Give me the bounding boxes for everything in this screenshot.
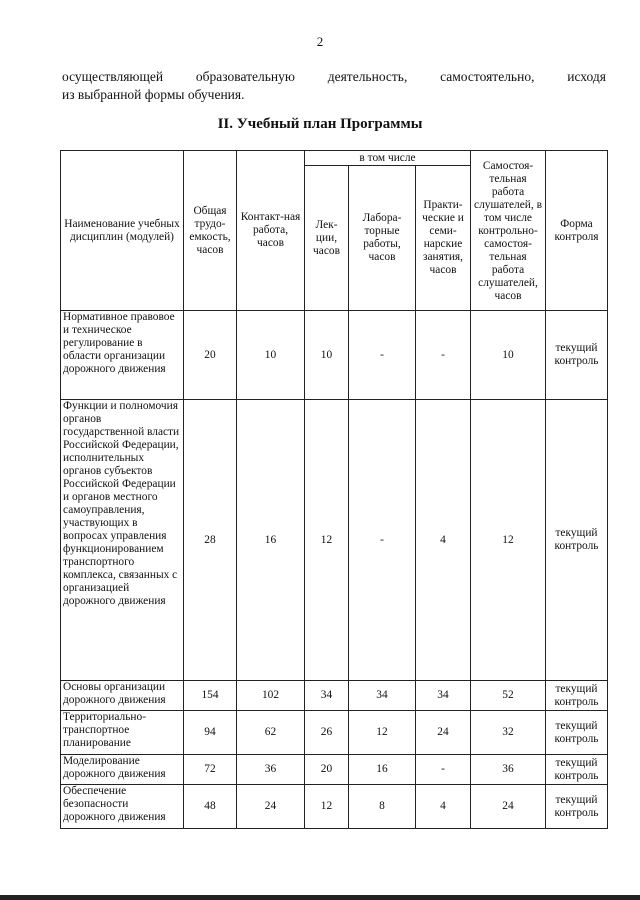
intro-word: исходя xyxy=(567,69,606,84)
intro-line-1 xyxy=(62,68,606,86)
cell-contact: 62 xyxy=(237,711,305,755)
cell-total: 48 xyxy=(184,785,237,829)
cell-practice: 4 xyxy=(416,400,471,681)
intro-line-2: из выбранной формы обучения. xyxy=(62,87,245,102)
header-name: Наименование учебных дисциплин (модулей) xyxy=(61,151,184,311)
cell-total: 72 xyxy=(184,755,237,785)
cell-control xyxy=(546,711,608,755)
cell-lectures: 26 xyxy=(305,711,349,755)
cell-self-study: 10 xyxy=(471,311,546,400)
table-row xyxy=(61,400,608,681)
cell-labs: 12 xyxy=(349,711,416,755)
header-lectures: Лек-ции, часов xyxy=(305,166,349,311)
cell-contact: 102 xyxy=(237,681,305,711)
cell-labs: 34 xyxy=(349,681,416,711)
cell-labs: - xyxy=(349,400,416,681)
cell-self-study: 12 xyxy=(471,400,546,681)
control-label: текущий контроль xyxy=(554,342,599,367)
header-self-study: Самостоя-тельная работа слушателей, в том числе контрольно-самостоя-тельная работа слушателей, часов xyxy=(471,151,546,311)
cell-self-study: 24 xyxy=(471,785,546,829)
intro-word: деятельность, xyxy=(327,69,408,84)
cell-lectures: 20 xyxy=(305,755,349,785)
control-label: текущий контроль xyxy=(554,719,599,745)
cell-total: 94 xyxy=(184,711,237,755)
discipline-name: Нормативное правовое и техническое регулирование в области организации дорожного движения xyxy=(61,311,184,400)
header-practice: Практи-ческие и семи-нарские занятия, часов xyxy=(416,166,471,311)
discipline-name: Функции и полномочия органов государственной власти Российской Федерации, исполнительных органов субъектов Российской Федерации и органов местного самоуправления, участвующих в вопросах управления функционированием транспортного комплекса, связанных с организацией дорожного движения xyxy=(61,400,184,681)
cell-control xyxy=(546,681,608,711)
control-label: текущий контроль xyxy=(554,793,599,819)
header-contact: Контакт-ная работа, часов xyxy=(237,151,305,311)
cell-control xyxy=(546,311,608,400)
cell-practice: 34 xyxy=(416,681,471,711)
cell-contact: 36 xyxy=(237,755,305,785)
cell-lectures: 10 xyxy=(305,311,349,400)
cell-total: 20 xyxy=(184,311,237,400)
discipline-name: Территориально-транспортное планирование xyxy=(61,711,184,755)
curriculum-table xyxy=(60,150,608,829)
discipline-name: Обеспечение безопасности дорожного движения xyxy=(61,785,184,829)
control-label: текущий контроль xyxy=(554,682,599,708)
cell-self-study: 36 xyxy=(471,755,546,785)
cell-practice: - xyxy=(416,755,471,785)
cell-practice: 4 xyxy=(416,785,471,829)
cell-total: 154 xyxy=(184,681,237,711)
section-title: II. Учебный план Программы xyxy=(217,116,423,132)
cell-control xyxy=(546,400,608,681)
cell-practice: - xyxy=(416,311,471,400)
cell-lectures: 12 xyxy=(305,785,349,829)
cell-labs: 16 xyxy=(349,755,416,785)
header-total: Общая трудо-емкость, часов xyxy=(184,151,237,311)
table-row xyxy=(61,681,608,711)
cell-contact: 16 xyxy=(237,400,305,681)
intro-word: самостоятельно, xyxy=(440,69,535,84)
discipline-name: Моделирование дорожного движения xyxy=(61,755,184,785)
cell-labs: - xyxy=(349,311,416,400)
cell-contact: 24 xyxy=(237,785,305,829)
cell-self-study: 32 xyxy=(471,711,546,755)
cell-contact: 10 xyxy=(237,311,305,400)
cell-practice: 24 xyxy=(416,711,471,755)
cell-lectures: 34 xyxy=(305,681,349,711)
cell-labs: 8 xyxy=(349,785,416,829)
table-row xyxy=(61,311,608,400)
control-label: текущий контроль xyxy=(554,527,599,552)
header-labs: Лабора-торные работы, часов xyxy=(349,166,416,311)
control-label: текущий контроль xyxy=(554,756,599,782)
table-row xyxy=(61,755,608,785)
intro-word: осуществляющей xyxy=(62,69,164,84)
header-including: в том числе xyxy=(305,151,471,166)
scan-edge-rule xyxy=(0,895,640,900)
header-control: Форма контроля xyxy=(546,151,608,311)
cell-lectures: 12 xyxy=(305,400,349,681)
cell-total: 28 xyxy=(184,400,237,681)
table-row xyxy=(61,711,608,755)
cell-self-study: 52 xyxy=(471,681,546,711)
intro-word: образовательную xyxy=(195,69,295,84)
page-number: 2 xyxy=(316,34,324,49)
cell-control xyxy=(546,785,608,829)
discipline-name: Основы организации дорожного движения xyxy=(61,681,184,711)
cell-control xyxy=(546,755,608,785)
table-row xyxy=(61,785,608,829)
